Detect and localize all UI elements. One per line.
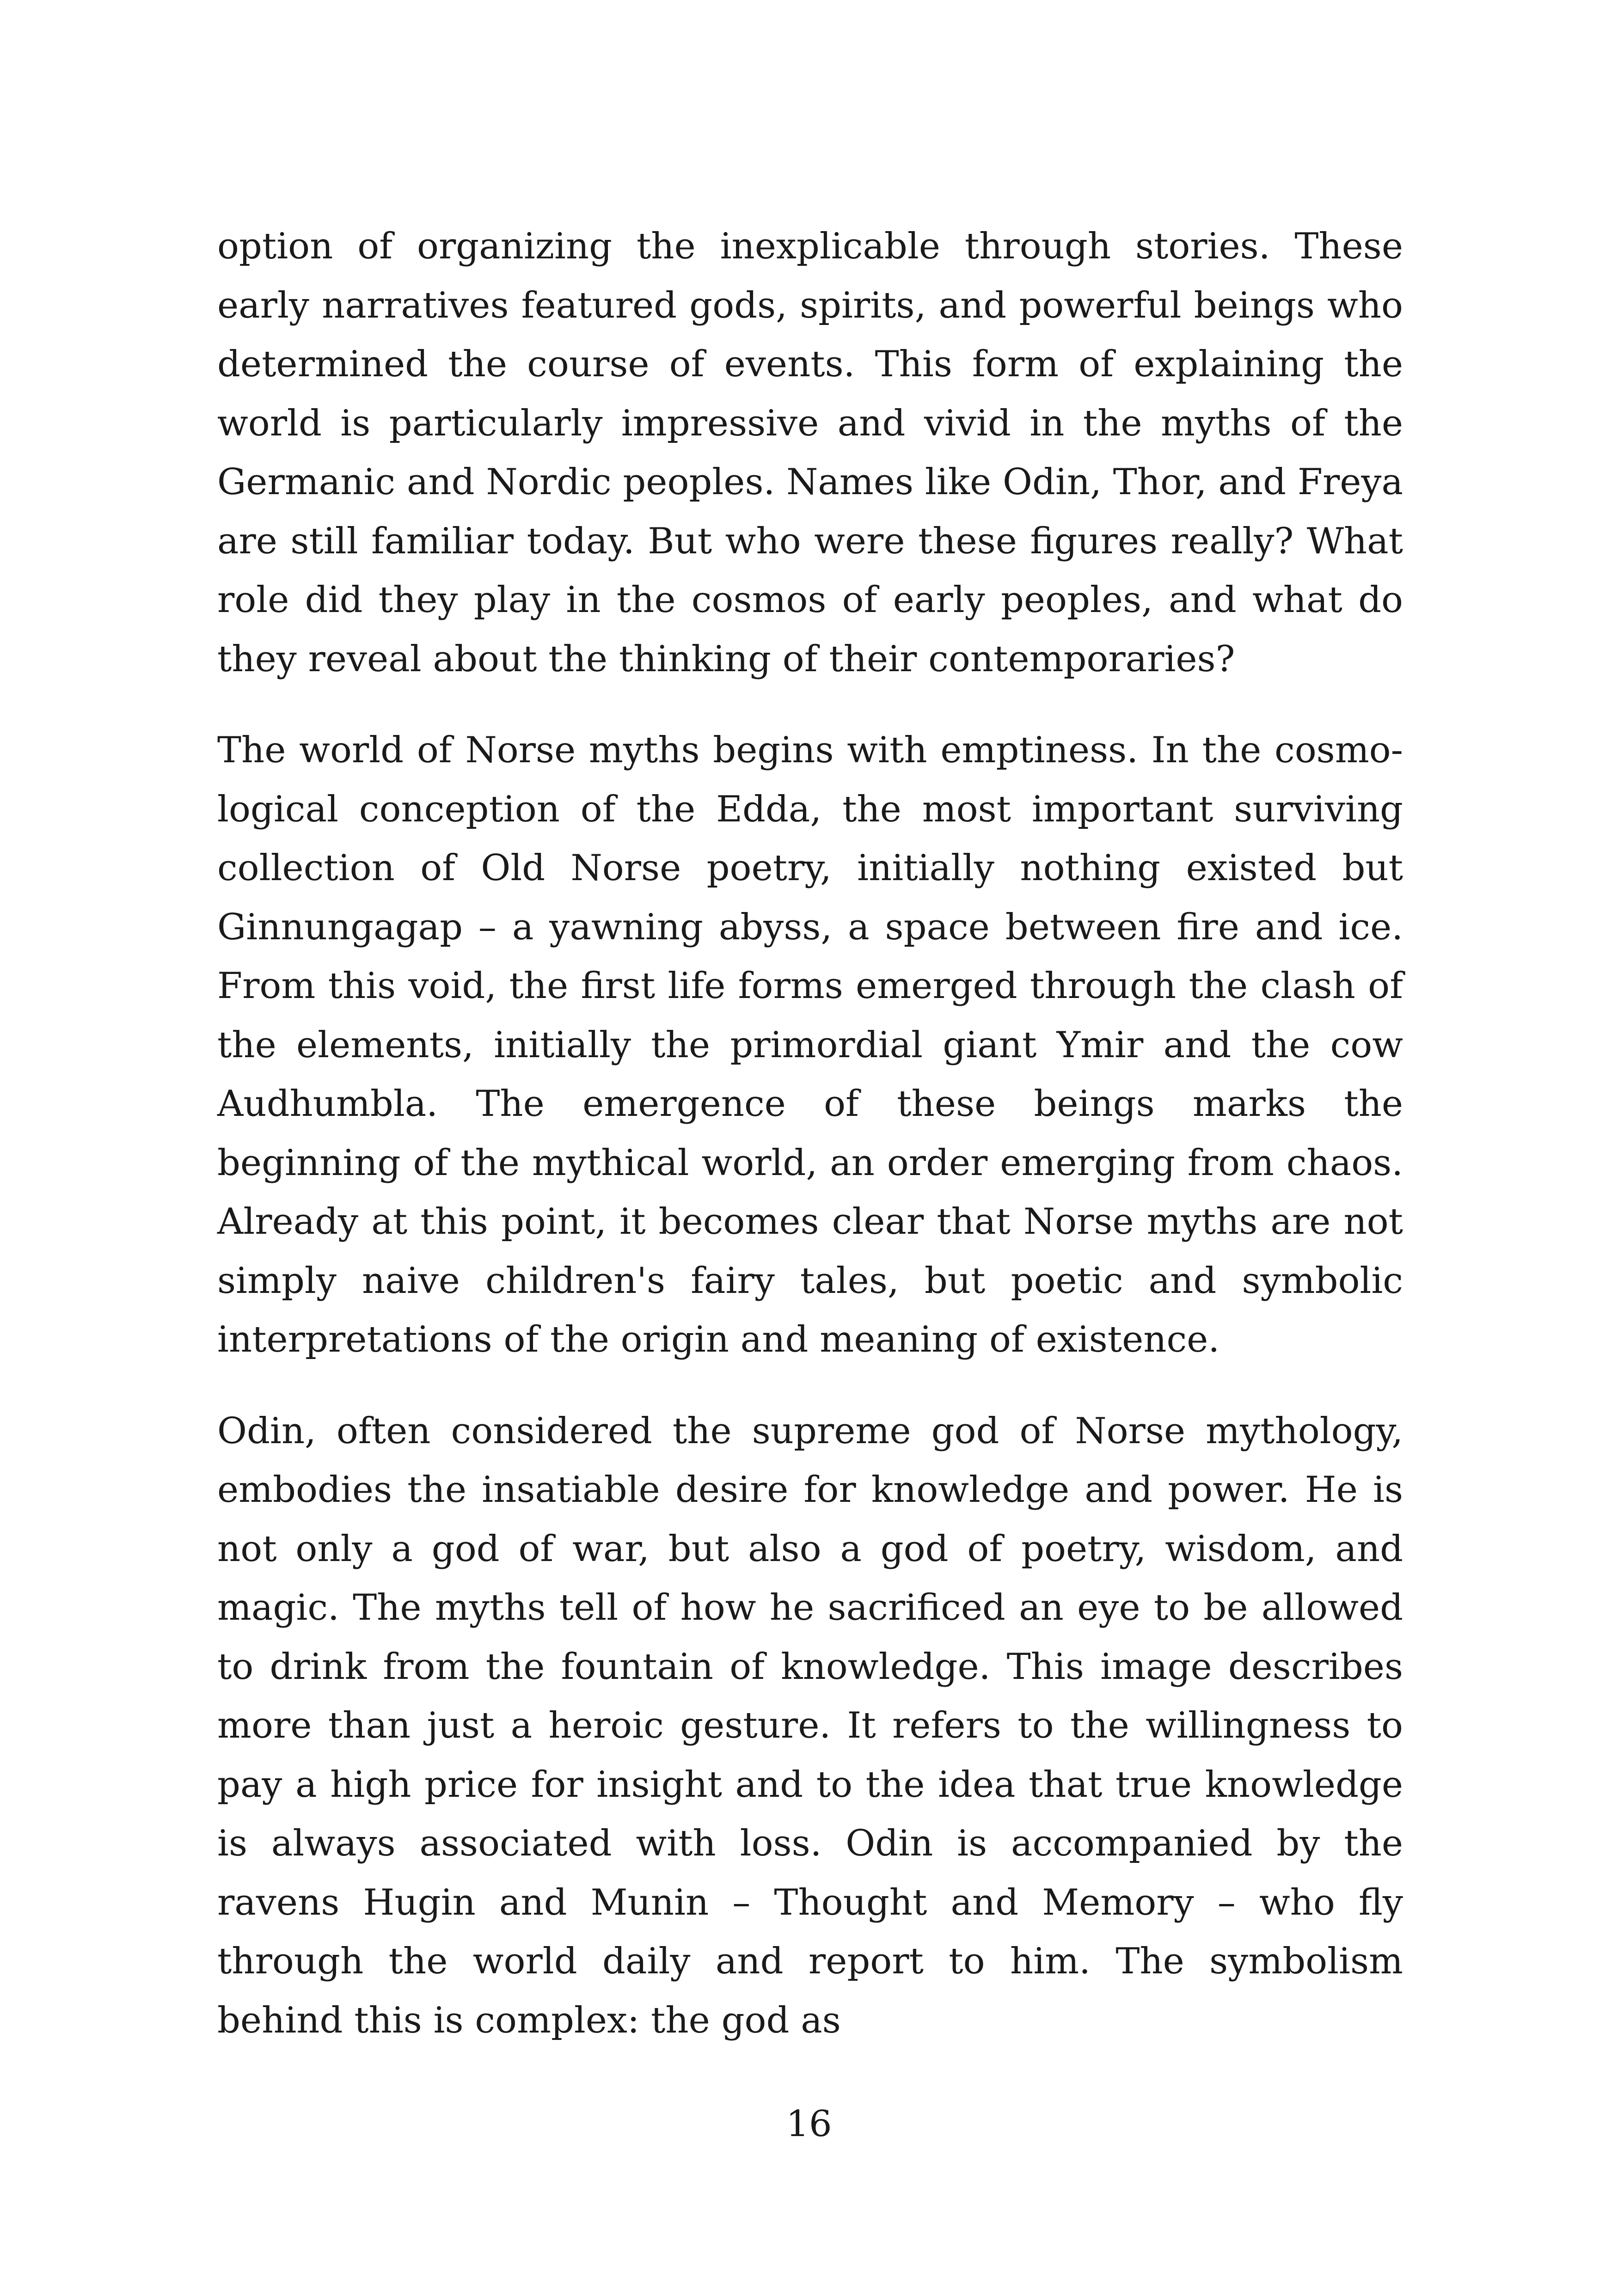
paragraph: The world of Norse myths begins with emptiness. In the cosmological conception of the Edda, the most important surviving collection of Old Norse poetry, initially nothing existed but Ginnungagap – a yawning abyss, a space between fire and ice. From this void, the first life forms emerged through the clash of the elements, initially the primordial giant Ymir and the cow Audhumbla. The emergence of these beings marks the beginning of the mythical world, an order emerging from chaos. Already at this point, it becomes clear that Norse myths are not simply naive children's fairy tales, but poetic and symbolic interpretations of the origin and meaning of existence. bbox=[217, 729, 1403, 1360]
paragraph: option of organizing the inexplicable through stories. These early narratives featured gods, spirits, and powerful beings who determined the course of events. This form of explaining the world is particularly impressive and vivid in the myths of the Germanic and Nordic peoples. Names like Odin, Thor, and Freya are still familiar today. But who were these figures really? What role did they play in the cosmos of early peoples, and what do they reveal about the thinking of their contemporaries? bbox=[217, 226, 1403, 680]
paragraph: Odin, often considered the supreme god of Norse mythology, embodies the insatiable desire for knowledge and power. He is not only a god of war, but also a god of poetry, wisdom, and magic. The myths tell of how he sacrificed an eye to be allowed to drink from the fountain of knowledge. This image describes more than just a heroic gesture. It refers to the willingness to pay a high price for insight and to the idea that true knowledge is always associated with loss. Odin is accompanied by the ravens Hugin and Munin – Thought and Memory – who fly through the world daily and report to him. The symbolism behind this is complex: the god as bbox=[217, 1410, 1403, 2041]
body-text bbox=[217, 217, 1403, 2050]
page-number: 16 bbox=[786, 2103, 832, 2145]
